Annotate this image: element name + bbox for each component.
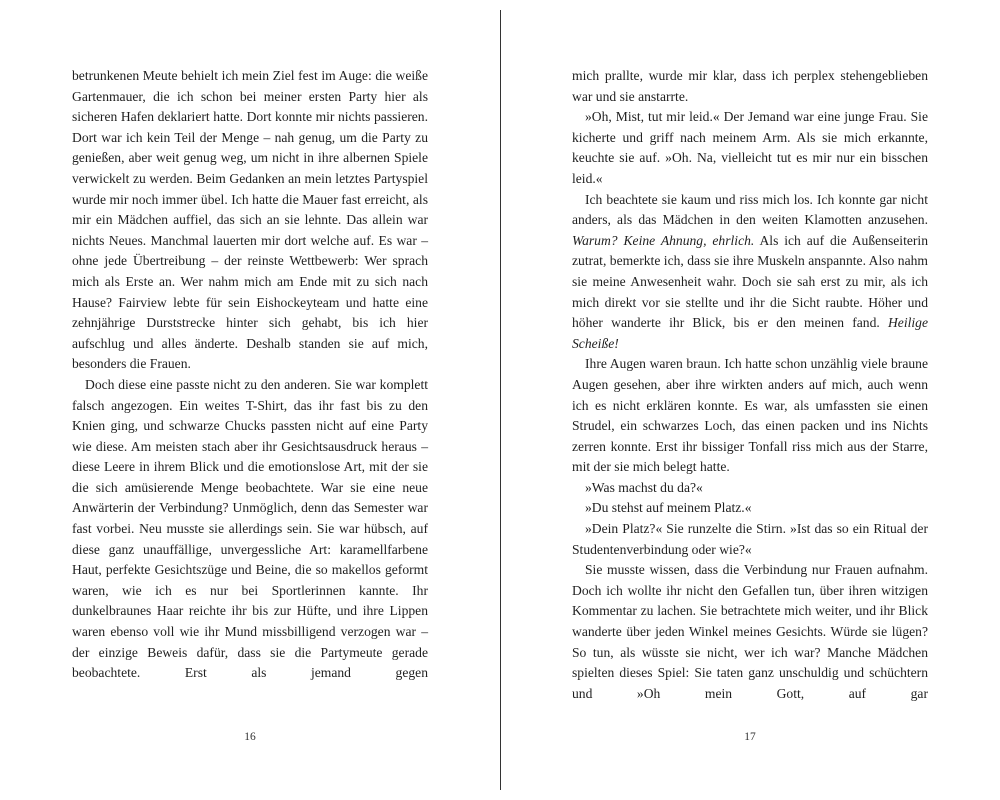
italic-thought: Warum? Keine Ahnung, ehrlich. xyxy=(572,232,755,248)
dialogue-line: »Dein Platz?« Sie runzelte die Stirn. »Ist das so ein Ritual der Studentenverbindung oder wie?« xyxy=(572,521,928,557)
page-number-right: 17 xyxy=(744,731,756,743)
paragraph: Ihre Augen waren braun. Ich hatte schon unzählig viele braune Augen gesehen, aber ihre wirkten anders auf mich, auch wenn ich es nicht erklären konnte. Es war, als umfassten sie einen Strudel, ein schwarzes Loch, das einen packen und ins Nichts zerren konnte. Erst ihr bissiger Tonfall riss mich aus der Starre, mit der sie mich belegt hatte. xyxy=(572,356,928,475)
dialogue-line: »Was machst du da?« xyxy=(585,479,703,495)
dialogue-line: »Du stehst auf meinem Platz.« xyxy=(585,500,752,516)
paragraph-text: Ich beachtete sie kaum und riss mich los. Ich konnte gar nicht anders, als das Mädchen in den weiten Klamotten anzusehen. xyxy=(572,191,928,228)
paragraph: »Oh, Mist, tut mir leid.« Der Jemand war eine junge Frau. Sie kicherte und griff nach meinem Arm. Als sie mich erkannte, keuchte sie auf. »Oh. Na, vielleicht tut es mir nur ein bisschen leid.« xyxy=(572,109,928,186)
paragraph xyxy=(572,190,928,355)
paragraph: mich prallte, wurde mir klar, dass ich perplex stehengeblieben war und sie anstarrte. xyxy=(572,68,928,104)
paragraph-text: Als ich auf die Außenseiterin zutrat, bemerkte ich, dass sie ihre Muskeln anspannte. Also nahm sie meine Anwesenheit wahr. Doch sie sah erst zu mir, als ich mich direkt vor sie stellte und ihr die Sicht raubte. Höher und höher wanderte ihr Blick, bis er den meinen fand. xyxy=(572,232,928,331)
book-spine xyxy=(500,10,501,790)
right-page xyxy=(572,66,928,704)
left-page xyxy=(72,66,428,684)
page-number-left: 16 xyxy=(244,731,256,743)
italic-exclamation: Heilige Scheiße! xyxy=(572,315,928,351)
paragraph: Sie musste wissen, dass die Verbindung nur Frauen aufnahm. Doch ich wollte ihr nicht den Gefallen tun, über ihren witzigen Kommentar zu lachen. Sie betrachtete mich weiter, und ihr Blick wanderte über jeden Winkel meines Gesichts. Würde sie lügen? So tun, als wüsste sie nicht, wer ich war? Manche Mädchen spielten dieses Spiel: Sie taten ganz unschuldig und schüchtern und »Oh mein Gott, auf gar xyxy=(572,562,928,701)
paragraph: betrunkenen Meute behielt ich mein Ziel fest im Auge: die weiße Gartenmauer, die ich schon bei meiner ersten Party hier als sicheren Hafen deklariert hatte. Dort konnte mir nichts passieren. Dort war ich kein Teil der Menge – nah genug, um die Party zu genießen, aber weit genug weg, um nicht in ihre albernen Spiele verwickelt zu werden. Beim Gedanken an mein letztes Partyspiel wurde mir noch immer übel. Ich hatte die Mauer fast erreicht, als mir ein Mädchen auffiel, das sich an sie lehnte. Das allein war nichts Neues. Manchmal lauerten mir dort welche auf. Es war – ohne jede Übertreibung – der reinste Wettbewerb: Wer sprach mich als Erste an. Wer nahm mich am Ende mit zu sich nach Hause? Fairview lebte für sein Eishockeyteam und hatte eine zehnjährige Durststrecke hinter sich gehabt, bis ich hier aufschlug und alles änderte. Deshalb standen sie auf mich, besonders die Frauen. xyxy=(72,68,428,372)
paragraph: Doch diese eine passte nicht zu den anderen. Sie war komplett falsch angezogen. Ein weites T-Shirt, das ihr fast bis zu den Knien ging, und schwarze Chucks passten nicht auf eine Party wie diese. Am meisten stach aber ihr Gesichtsausdruck heraus – diese Leere in ihrem Blick und die emotionslose Art, mit der sie die sich amüsierende Menge beobachtete. War sie eine neue Anwärterin der Verbindung? Unmöglich, denn das Semester war fast vorbei. Neu musste sie allerdings sein. Sie war hübsch, auf diese ganz unauffällige, unvergessliche Art: karamellfarbene Haut, perfekte Gesichtszüge und Beine, die so makellos geformt waren, wie ich es nur bei Sportlerinnen kannte. Ihr dunkelbraunes Haar reichte ihr bis zur Hüfte, und ihre Lippen waren ebenso voll wie ihr Mund missbilligend verzogen war – der einzige Beweis dafür, dass sie die Partymeute gerade beobachtete. Erst als jemand gegen xyxy=(72,376,428,681)
